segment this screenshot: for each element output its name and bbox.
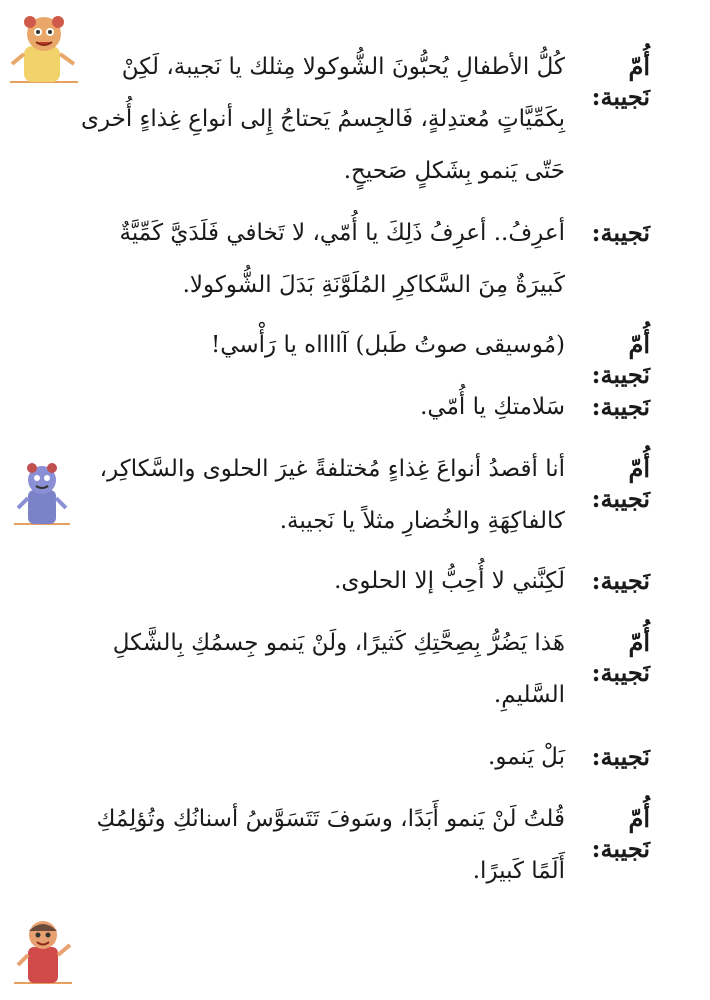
puppet-yellow-illustration: [8, 10, 80, 88]
dialogue-line: كُلُّ الأطفالِ يُحبُّونَ الشُّوكولا مِثلك يا نَجيبة، لَكِنْ: [121, 54, 565, 80]
speaker-label: نَجيبة:: [591, 218, 650, 247]
dialogue-line: قُلتُ لَنْ يَنمو أَبَدًا، وسَوفَ تَتَسَوَّسُ أسنانُكِ وتُؤلِمُكِ: [96, 806, 565, 832]
dialogue-line: كالفاكِهَةِ والخُضارِ مثلاً يا نَجيبة.: [279, 508, 565, 534]
speaker-label: أُمّ نَجيبة:: [591, 628, 650, 687]
speaker-label: أُمّ نَجيبة:: [591, 330, 650, 389]
dialogue-line: سَلامتكِ يا أُمّي.: [420, 394, 565, 420]
dialogue-line: بَلْ يَنمو.: [488, 744, 565, 770]
speaker-label: أُمّ نَجيبة:: [591, 52, 650, 111]
dialogue-line: أعرِفُ.. أعرِفُ ذَلِكَ يا أُمّي، لا تَخافي فَلَدَيَّ كَمِّيَّةٌ: [119, 220, 565, 246]
dialogue-line: لَكِنَّني لا أُحِبُّ إلا الحلوى.: [334, 568, 565, 594]
dialogue-line: السَّليمِ.: [493, 682, 565, 708]
dialogue-line: أنا أقصدُ أنواعَ غِذاءٍ مُختلفةً غيرَ الحلوى والسَّكاكِر،: [99, 456, 565, 482]
dialogue-line: حَتّى يَنمو بِشَكلٍ صَحيحٍ.: [343, 158, 565, 184]
dialogue-line: (مُوسيقى صوتُ طَبل) آااااه يا رَأْسي!: [210, 332, 565, 358]
speaker-label: نَجيبة:: [591, 566, 650, 595]
speaker-label: نَجيبة:: [591, 742, 650, 771]
speaker-label: أُمّ نَجيبة:: [591, 454, 650, 513]
dialogue-line: كَبيرَةٌ مِنَ السَّكاكِرِ المُلَوَّنَةِ بَدَلَ الشُّوكولا.: [182, 272, 565, 298]
speaker-label: نَجيبة:: [591, 392, 650, 421]
dialogue-line: هَذا يَضُرُّ بِصِحَّتِكِ كَثيرًا، ولَنْ يَنمو جِسمُكِ بِالشَّكلِ: [112, 630, 565, 656]
speaker-label: أُمّ نَجيبة:: [591, 804, 650, 863]
puppet-blue-illustration: [12, 460, 72, 528]
dialogue-line: أَلَمًا كَبيرًا.: [472, 858, 565, 884]
dialogue-line: بِكَمِّيَّاتٍ مُعتدِلةٍ، فَالجِسمُ يَحتاجُ إِلى أنواعِ غِذاءٍ أُخرى: [80, 106, 565, 132]
puppet-red-illustration: [12, 915, 74, 987]
